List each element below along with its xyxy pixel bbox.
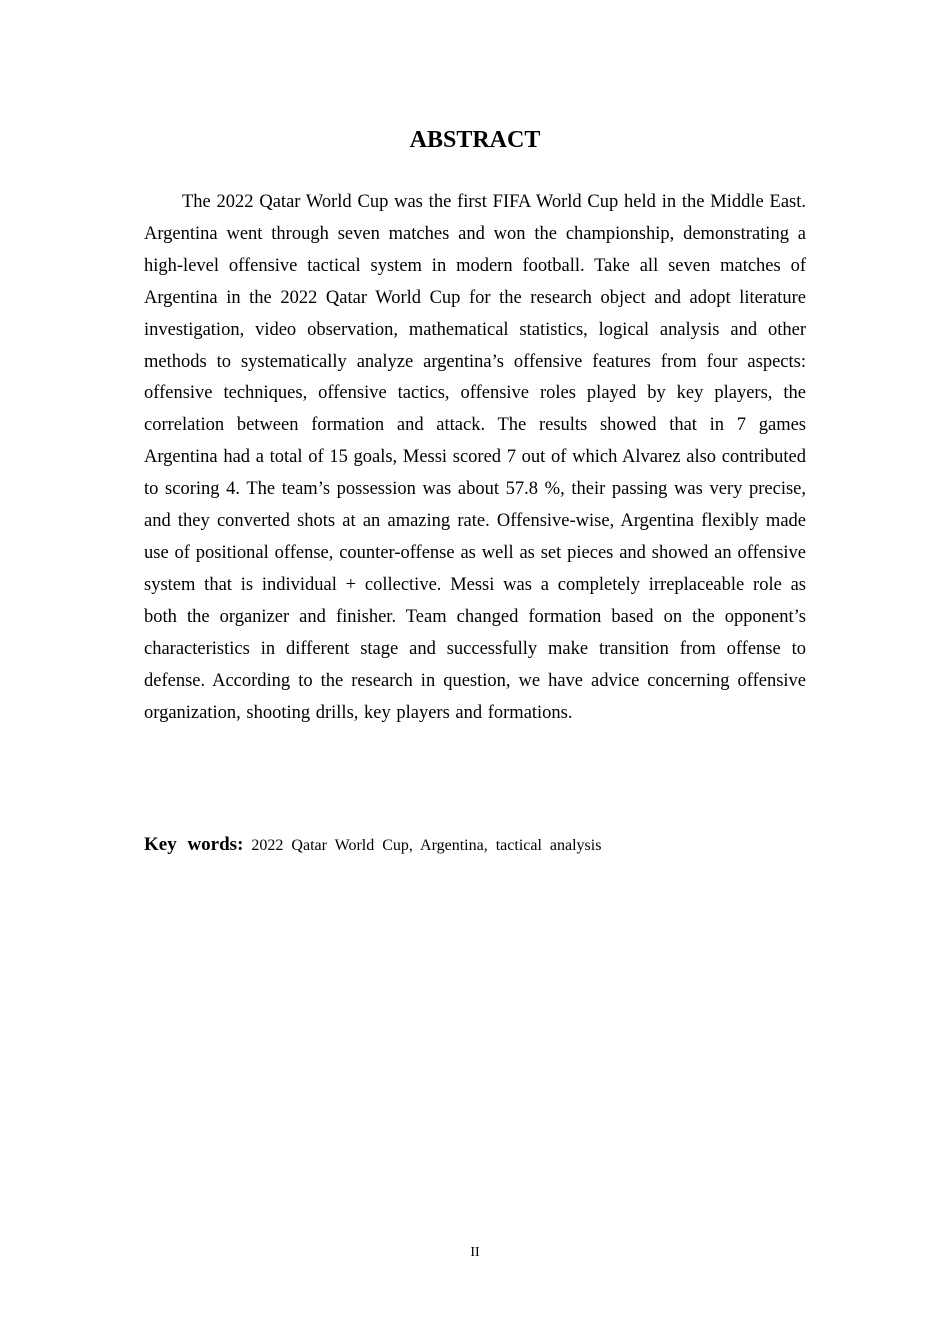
keywords-label: Key words: xyxy=(144,834,244,855)
keywords-line xyxy=(144,831,806,860)
abstract-paragraph: The 2022 Qatar World Cup was the first FIFA World Cup held in the Middle East. Argentina went through seven matches and won the championship, demonstrating a high-level offensive tactical system in modern football. Take all seven matches of Argentina in the 2022 Qatar World Cup for the research object and adopt literature investigation, video observation, mathematical statistics, logical analysis and other methods to systematically analyze argentina’s offensive features from four aspects: offensive techniques, offensive tactics, offensive roles played by key players, the correlation between formation and attack. The results showed that in 7 games Argentina had a total of 15 goals, Messi scored 7 out of which Alvarez also contributed to scoring 4. The team’s possession was about 57.8 %, their passing was very precise, and they converted shots at an amazing rate. Offensive-wise, Argentina flexibly made use of positional offense, counter-offense as well as set pieces and showed an offensive system that is individual + collective. Messi was a completely irreplaceable role as both the organizer and finisher. Team changed formation based on the opponent’s characteristics in different stage and successfully make transition from offense to defense. According to the research in question, we have advice concerning offensive organization, shooting drills, key players and formations. xyxy=(144,192,806,723)
keywords-value: 2022 Qatar World Cup, Argentina, tactical analysis xyxy=(251,837,602,854)
abstract-title: ABSTRACT xyxy=(409,127,541,153)
page-number: II xyxy=(470,1245,480,1260)
